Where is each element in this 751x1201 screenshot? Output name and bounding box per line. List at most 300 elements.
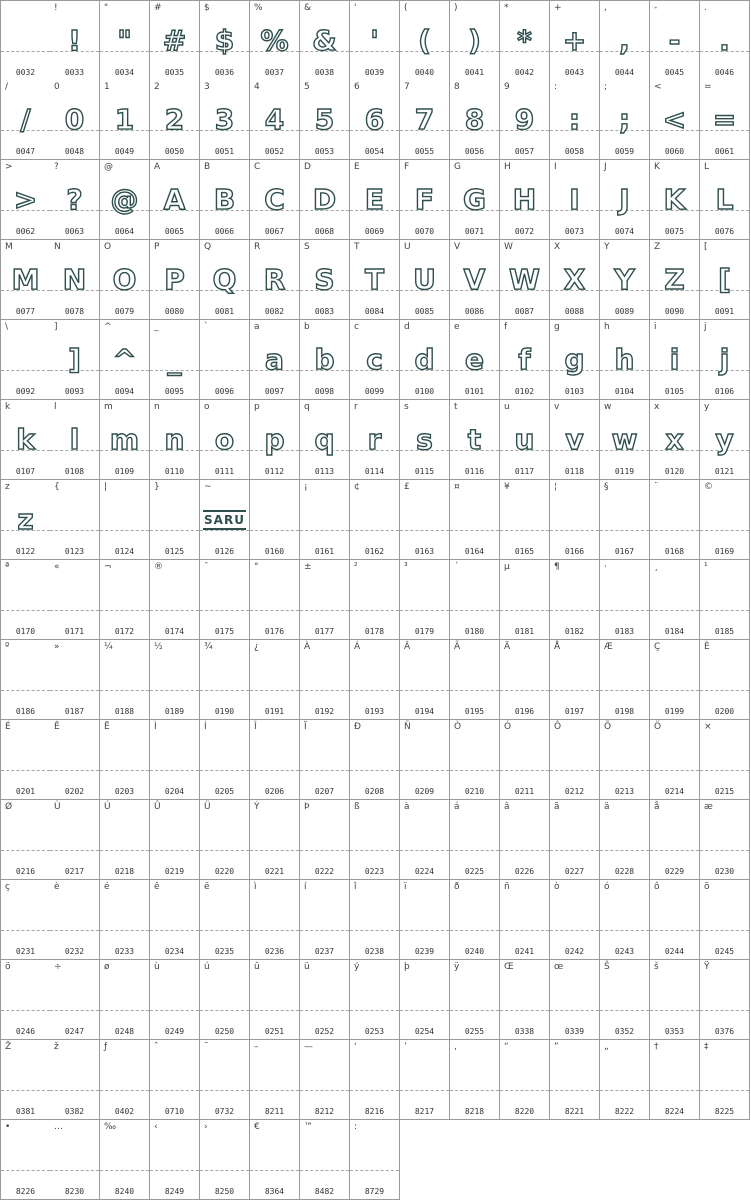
glyph-preview: b [314, 343, 335, 376]
glyph-code: 0093 [64, 387, 85, 396]
glyph-label: ¥ [504, 482, 510, 492]
glyph-code: 8250 [214, 1187, 235, 1196]
glyph-code: 0102 [514, 387, 535, 396]
glyph-code: 0204 [164, 787, 185, 796]
glyph-code: 0162 [364, 547, 385, 556]
glyph-label: Ù [54, 802, 61, 812]
glyph-label: " [104, 3, 109, 13]
glyph-cell-0223 [350, 800, 400, 880]
glyph-label: í [304, 882, 307, 892]
glyph-label: ñ [504, 882, 510, 892]
baseline-guide [650, 610, 699, 611]
glyph-code: 0087 [514, 307, 535, 316]
glyph-cell-0244 [650, 880, 700, 960]
glyph-preview: 0 [64, 103, 85, 136]
baseline-guide [100, 1170, 149, 1171]
glyph-cell-0241 [500, 880, 550, 960]
glyph-label: 1 [104, 82, 110, 92]
glyph-code: 0209 [414, 787, 435, 796]
glyph-preview: h [614, 343, 635, 376]
glyph-cell-0218 [100, 800, 150, 880]
glyph-preview: M [11, 263, 40, 296]
glyph-cell-0353 [650, 960, 700, 1040]
glyph-cell-0217 [50, 800, 100, 880]
glyph-cell-0202 [50, 720, 100, 800]
glyph-code: 0169 [714, 547, 735, 556]
glyph-code: 0043 [564, 68, 585, 77]
glyph-code: 0182 [564, 627, 585, 636]
glyph-cell-0048 [50, 80, 100, 160]
glyph-cell-0339 [550, 960, 600, 1040]
glyph-cell-0066 [200, 160, 250, 240]
glyph-label: K [654, 162, 660, 172]
glyph-preview: @ [110, 183, 139, 216]
glyph-code: 0239 [414, 947, 435, 956]
glyph-label: x [654, 402, 660, 412]
glyph-code: 0177 [314, 627, 335, 636]
glyph-code: 0195 [464, 707, 485, 716]
baseline-guide [200, 1170, 249, 1171]
baseline-guide [150, 1090, 199, 1091]
glyph-preview: k [16, 423, 35, 456]
glyph-preview: ) [468, 24, 481, 57]
glyph-label: = [704, 82, 712, 92]
glyph-cell-0193 [350, 640, 400, 720]
glyph-preview: / [20, 103, 31, 136]
baseline-guide [250, 1170, 299, 1171]
glyph-preview: d [414, 343, 435, 376]
glyph-preview: z [17, 503, 34, 536]
glyph-label: € [254, 1122, 260, 1132]
glyph-label: : [554, 82, 558, 92]
glyph-label: Œ [504, 962, 514, 972]
glyph-code: 0234 [164, 947, 185, 956]
glyph-code: 0045 [664, 68, 685, 77]
glyph-label: & [304, 3, 312, 13]
glyph-label: O [104, 242, 112, 252]
glyph-cell-0376 [700, 960, 750, 1040]
glyph-label: l [54, 402, 57, 412]
glyph-code: 0096 [214, 387, 235, 396]
baseline-guide [350, 1090, 399, 1091]
glyph-label: â [504, 802, 510, 812]
glyph-cell-0071 [450, 160, 500, 240]
glyph-code: 0216 [15, 867, 36, 876]
glyph-cell-8240 [100, 1120, 150, 1200]
baseline-guide [350, 1010, 399, 1011]
glyph-cell-0082 [250, 240, 300, 320]
glyph-cell-0046 [700, 0, 750, 81]
baseline-guide [100, 1010, 149, 1011]
baseline-guide [250, 770, 299, 771]
baseline-guide [600, 850, 649, 851]
glyph-cell-0185 [700, 560, 750, 640]
glyph-cell-8226 [0, 1120, 51, 1200]
glyph-code: 0339 [564, 1027, 585, 1036]
glyph-preview: ] [68, 343, 81, 376]
glyph-code: 0110 [164, 467, 185, 476]
glyph-code: 0112 [264, 467, 285, 476]
glyph-label: Ç [654, 642, 661, 652]
glyph-cell-0245 [700, 880, 750, 960]
glyph-label: · [604, 562, 607, 572]
glyph-label: » [54, 642, 60, 652]
glyph-label: Î [254, 722, 257, 732]
glyph-cell-0047 [0, 80, 51, 160]
glyph-cell-0219 [150, 800, 200, 880]
glyph-code: 0124 [114, 547, 135, 556]
baseline-guide [650, 930, 699, 931]
baseline-guide [350, 610, 399, 611]
glyph-label: a [254, 322, 260, 332]
baseline-guide [100, 690, 149, 691]
glyph-cell-0089 [600, 240, 650, 320]
glyph-code: 0085 [414, 307, 435, 316]
glyph-preview: V [463, 263, 486, 296]
glyph-cell-0033 [50, 0, 100, 81]
glyph-code: 0732 [214, 1107, 235, 1116]
glyph-code: 0230 [714, 867, 735, 876]
glyph-cell-0098 [300, 320, 350, 400]
baseline-guide [200, 770, 249, 771]
glyph-cell-0079 [100, 240, 150, 320]
glyph-cell-0239 [400, 880, 450, 960]
baseline-guide [100, 1090, 149, 1091]
glyph-label: ² [354, 562, 358, 572]
glyph-label: ô [654, 882, 660, 892]
glyph-code: 0191 [264, 707, 285, 716]
glyph-cell-0118 [550, 400, 600, 480]
baseline-guide [200, 1010, 249, 1011]
glyph-preview: < [662, 103, 687, 136]
glyph-cell-0214 [650, 720, 700, 800]
glyph-label: ö [5, 962, 11, 972]
glyph-label: ÿ [454, 962, 460, 972]
glyph-code: 0243 [614, 947, 635, 956]
baseline-guide [200, 530, 249, 531]
glyph-label: ` [204, 322, 209, 332]
baseline-guide [1, 610, 50, 611]
glyph-label: 6 [354, 82, 360, 92]
glyph-code: 0084 [364, 307, 385, 316]
glyph-label: # [154, 3, 162, 13]
glyph-label: t [454, 402, 458, 412]
glyph-cell-0255 [450, 960, 500, 1040]
glyph-cell-8212 [300, 1040, 350, 1120]
glyph-code: 0213 [614, 787, 635, 796]
baseline-guide [450, 530, 499, 531]
glyph-cell-8249 [150, 1120, 200, 1200]
glyph-cell-0213 [600, 720, 650, 800]
glyph-code: 0218 [114, 867, 135, 876]
glyph-code: 0047 [15, 147, 36, 156]
glyph-label: Í [204, 722, 207, 732]
glyph-label: Á [354, 642, 361, 652]
glyph-label: Ž [5, 1042, 12, 1052]
glyph-cell-0073 [550, 160, 600, 240]
glyph-cell-0045 [650, 0, 700, 81]
glyph-label: J [604, 162, 607, 172]
glyph-label: Ï [304, 722, 307, 732]
glyph-cell-0086 [450, 240, 500, 320]
glyph-cell-0080 [150, 240, 200, 320]
glyph-cell-0099 [350, 320, 400, 400]
glyph-cell-0178 [350, 560, 400, 640]
glyph-code: 0164 [464, 547, 485, 556]
glyph-code: 0077 [15, 307, 36, 316]
glyph-label: } [154, 482, 160, 492]
glyph-preview: l [69, 423, 80, 456]
glyph-cell-8218 [450, 1040, 500, 1120]
glyph-label: Ì [154, 722, 157, 732]
glyph-code: 0165 [514, 547, 535, 556]
baseline-guide [1, 370, 50, 371]
baseline-guide [250, 690, 299, 691]
glyph-code: 0097 [264, 387, 285, 396]
glyph-code: 0041 [464, 68, 485, 77]
glyph-preview: t [467, 423, 482, 456]
baseline-guide [500, 530, 549, 531]
glyph-label: ’ [404, 1042, 407, 1052]
glyph-cell-8729 [350, 1120, 400, 1200]
glyph-cell-0195 [450, 640, 500, 720]
glyph-code: 0038 [314, 68, 335, 77]
baseline-guide [250, 930, 299, 931]
glyph-cell-0199 [650, 640, 700, 720]
baseline-guide [1, 1170, 50, 1171]
glyph-code: 8230 [64, 1187, 85, 1196]
glyph-cell-0102 [500, 320, 550, 400]
glyph-label: ¸ [654, 562, 659, 572]
glyph-label: o [204, 402, 210, 412]
glyph-cell-0236 [250, 880, 300, 960]
glyph-code: 0082 [264, 307, 285, 316]
glyph-code: 0242 [564, 947, 585, 956]
glyph-cell-0064 [100, 160, 150, 240]
baseline-guide [400, 610, 449, 611]
glyph-cell-0224 [400, 800, 450, 880]
glyph-label: ¿ [254, 642, 259, 652]
glyph-preview: w [611, 423, 638, 456]
glyph-cell-0253 [350, 960, 400, 1040]
glyph-cell-0053 [300, 80, 350, 160]
glyph-code: 8364 [264, 1187, 285, 1196]
glyph-code: 0178 [364, 627, 385, 636]
glyph-code: 0057 [514, 147, 535, 156]
glyph-cell-0109 [100, 400, 150, 480]
baseline-guide [200, 370, 249, 371]
baseline-guide [150, 610, 199, 611]
baseline-guide [450, 610, 499, 611]
glyph-label: C [254, 162, 261, 172]
baseline-guide [200, 690, 249, 691]
saru-logo: SARU [203, 510, 246, 530]
glyph-preview: 2 [164, 103, 185, 136]
glyph-code: 0103 [564, 387, 585, 396]
glyph-preview: f [518, 343, 531, 376]
baseline-guide [300, 930, 349, 931]
glyph-cell-0085 [400, 240, 450, 320]
glyph-code: 0247 [64, 1027, 85, 1036]
glyph-label: U [404, 242, 411, 252]
glyph-preview: a [265, 343, 284, 376]
glyph-label: 3 [204, 82, 210, 92]
glyph-code: 0338 [514, 1027, 535, 1036]
glyph-code: 0402 [114, 1107, 135, 1116]
glyph-cell-0088 [550, 240, 600, 320]
baseline-guide [350, 690, 399, 691]
glyph-code: 0174 [164, 627, 185, 636]
glyph-label: è [54, 882, 60, 892]
glyph-label: ¶ [554, 562, 560, 572]
glyph-cell-0211 [500, 720, 550, 800]
glyph-label: • [5, 1122, 11, 1132]
glyph-cell-0181 [500, 560, 550, 640]
glyph-cell-0106 [700, 320, 750, 400]
glyph-cell-0207 [300, 720, 350, 800]
glyph-cell-0183 [600, 560, 650, 640]
glyph-code: 0053 [314, 147, 335, 156]
glyph-label: . [704, 3, 707, 13]
glyph-code: 0231 [15, 947, 36, 956]
glyph-code: 0054 [364, 147, 385, 156]
glyph-code: 0212 [564, 787, 585, 796]
glyph-cell-0710 [150, 1040, 200, 1120]
glyph-preview: R [263, 263, 286, 296]
glyph-code: 0074 [614, 227, 635, 236]
glyph-code: 0039 [364, 68, 385, 77]
glyph-cell-0083 [300, 240, 350, 320]
glyph-preview: B [213, 183, 236, 216]
glyph-code: 0071 [464, 227, 485, 236]
glyph-cell-0238 [350, 880, 400, 960]
glyph-code: 0032 [15, 68, 36, 77]
glyph-code: 0254 [414, 1027, 435, 1036]
glyph-code: 0255 [464, 1027, 485, 1036]
glyph-label: h [604, 322, 610, 332]
glyph-label: « [54, 562, 60, 572]
glyph-code: 0188 [114, 707, 135, 716]
glyph-label: ú [204, 962, 210, 972]
glyph-label: A [154, 162, 161, 172]
glyph-label: X [554, 242, 561, 252]
baseline-guide [500, 1010, 549, 1011]
glyph-label: ß [354, 802, 360, 812]
glyph-cell-0381 [0, 1040, 51, 1120]
glyph-code: 0223 [364, 867, 385, 876]
glyph-cell-0059 [600, 80, 650, 160]
glyph-code: 0066 [214, 227, 235, 236]
glyph-label: ¼ [104, 642, 113, 652]
glyph-label: ë [204, 882, 210, 892]
glyph-label: ® [154, 562, 163, 572]
glyph-code: 0352 [614, 1027, 635, 1036]
glyph-label: 0 [54, 82, 60, 92]
glyph-code: 0168 [664, 547, 685, 556]
glyph-cell-0119 [600, 400, 650, 480]
glyph-preview: ^ [112, 343, 137, 376]
baseline-guide [50, 690, 99, 691]
glyph-label: D [304, 162, 311, 172]
glyph-cell-0050 [150, 80, 200, 160]
glyph-preview: K [663, 183, 686, 216]
glyph-code: 0251 [264, 1027, 285, 1036]
glyph-cell-0165 [500, 480, 550, 560]
glyph-code: 0192 [314, 707, 335, 716]
glyph-cell-0072 [500, 160, 550, 240]
glyph-label: ¡ [304, 482, 308, 492]
glyph-label: å [654, 802, 660, 812]
glyph-cell-0234 [150, 880, 200, 960]
glyph-code: 0197 [564, 707, 585, 716]
glyph-label: Þ [304, 802, 310, 812]
glyph-code: 0062 [15, 227, 36, 236]
glyph-code: 0241 [514, 947, 535, 956]
glyph-preview: p [264, 423, 285, 456]
glyph-label: < [654, 82, 662, 92]
glyph-label: î [354, 882, 357, 892]
baseline-guide [250, 1010, 299, 1011]
glyph-code: 0069 [364, 227, 385, 236]
glyph-cell-0226 [500, 800, 550, 880]
glyph-label: ° [254, 562, 259, 572]
glyph-code: 0068 [314, 227, 335, 236]
glyph-code: 0059 [614, 147, 635, 156]
baseline-guide [600, 1090, 649, 1091]
glyph-code: 0080 [164, 307, 185, 316]
glyph-code: 0107 [15, 467, 36, 476]
glyph-code: 0044 [614, 68, 635, 77]
baseline-guide [1, 770, 50, 771]
glyph-code: 0052 [264, 147, 285, 156]
glyph-preview: S [314, 263, 335, 296]
glyph-preview: s [416, 423, 433, 456]
glyph-label: ± [304, 562, 312, 572]
glyph-cell-0116 [450, 400, 500, 480]
glyph-preview: e [465, 343, 484, 376]
glyph-code: 0224 [414, 867, 435, 876]
glyph-label: > [5, 162, 13, 172]
glyph-code: 0060 [664, 147, 685, 156]
glyph-code: 0036 [214, 68, 235, 77]
glyph-code: 0253 [364, 1027, 385, 1036]
glyph-preview: n [164, 423, 185, 456]
glyph-code: 0238 [364, 947, 385, 956]
glyph-code: 0048 [64, 147, 85, 156]
glyph-label: ¾ [204, 642, 213, 652]
glyph-preview: U [413, 263, 436, 296]
baseline-guide [50, 530, 99, 531]
baseline-guide [350, 930, 399, 931]
baseline-guide [550, 930, 599, 931]
glyph-cell-0171 [50, 560, 100, 640]
glyph-label: Ë [104, 722, 110, 732]
glyph-code: 0237 [314, 947, 335, 956]
glyph-label: é [104, 882, 110, 892]
glyph-label: ÷ [54, 962, 62, 972]
glyph-code: 0088 [564, 307, 585, 316]
glyph-label: ™ [304, 1122, 313, 1132]
glyph-label: { [54, 482, 60, 492]
glyph-cell-0188 [100, 640, 150, 720]
glyph-code: 0073 [564, 227, 585, 236]
baseline-guide [250, 530, 299, 531]
baseline-guide [650, 850, 699, 851]
glyph-preview: Q [212, 263, 237, 296]
glyph-label: b [304, 322, 310, 332]
glyph-cell-0061 [700, 80, 750, 160]
glyph-cell-0196 [500, 640, 550, 720]
